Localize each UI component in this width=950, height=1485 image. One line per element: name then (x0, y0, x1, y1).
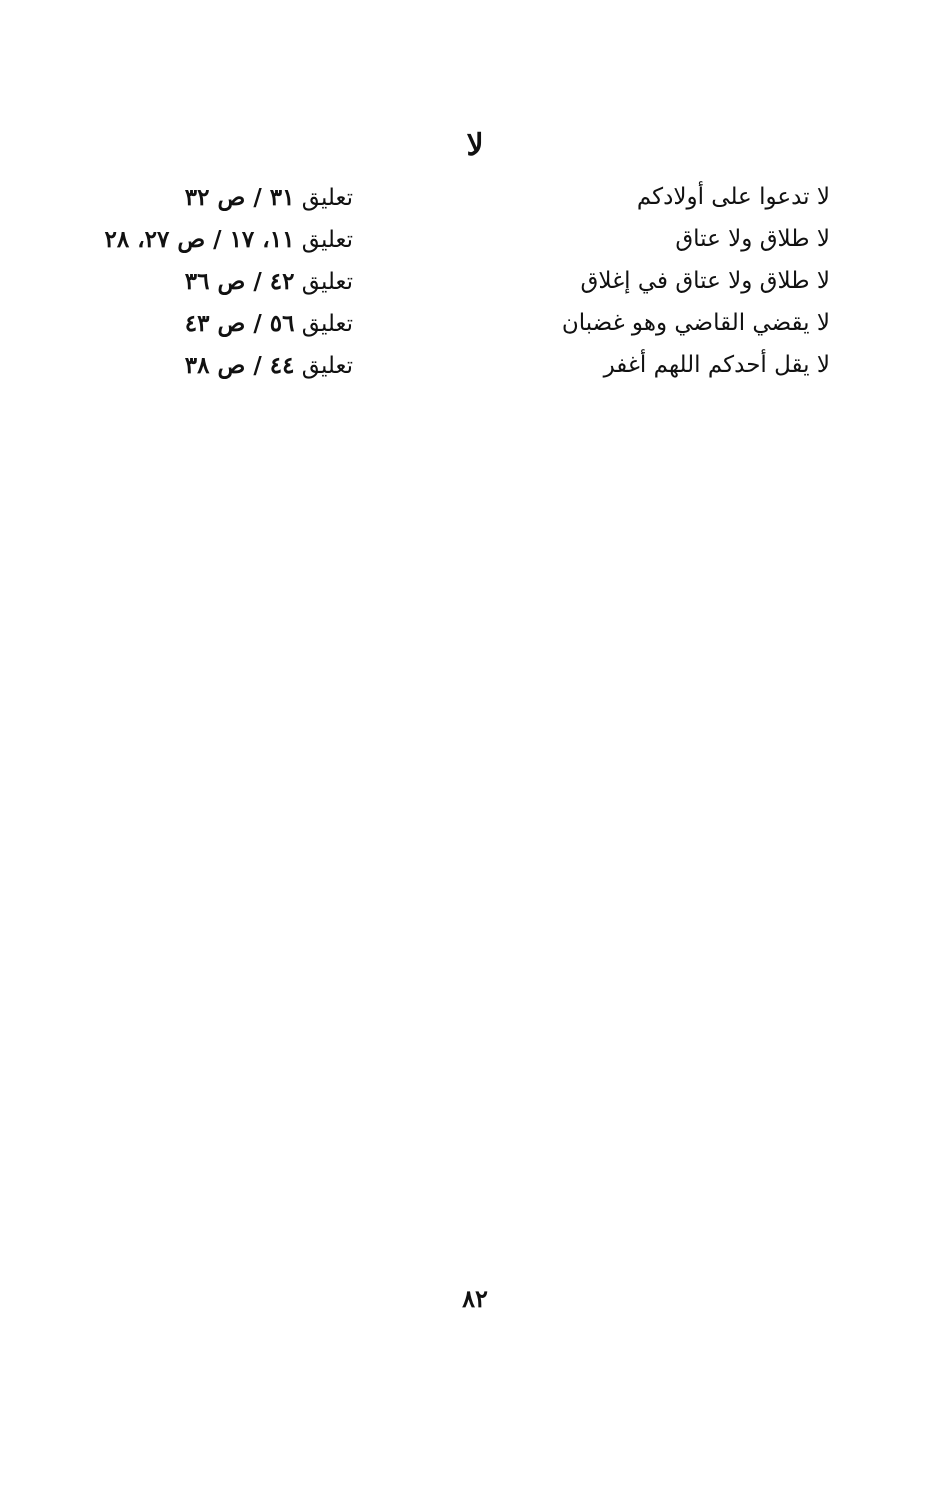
reference-label: تعليق (301, 311, 353, 337)
entry-reference (104, 226, 353, 253)
index-entry (0, 310, 950, 352)
index-entry (0, 268, 950, 310)
page-number: ٨٢ (462, 1284, 488, 1313)
reference-label: تعليق (301, 185, 353, 211)
reference-numbers: ١١، ١٧ / ص ٢٧، ٢٨ (104, 226, 295, 253)
entry-reference (185, 310, 353, 337)
entry-text: لا طلاق ولا عتاق (675, 226, 830, 252)
reference-label: تعليق (301, 269, 353, 295)
reference-numbers: ٥٦ / ص ٤٣ (184, 310, 295, 337)
reference-numbers: ٤٢ / ص ٣٦ (184, 268, 295, 295)
section-heading: لا (466, 128, 484, 163)
entry-reference (185, 184, 353, 211)
index-entry (0, 226, 950, 268)
reference-label: تعليق (301, 227, 353, 253)
entry-reference (185, 268, 353, 295)
entry-text: لا يقل أحدكم اللهم أغفر (603, 352, 830, 378)
reference-numbers: ٤٤ / ص ٣٨ (184, 352, 295, 379)
entry-text: لا يقضي القاضي وهو غضبان (561, 310, 830, 336)
index-entry (0, 352, 950, 394)
index-entry (0, 184, 950, 226)
reference-label: تعليق (301, 353, 353, 379)
reference-numbers: ٣١ / ص ٣٢ (184, 184, 295, 211)
entry-text: لا تدعوا على أولادكم (636, 184, 830, 210)
entry-text: لا طلاق ولا عتاق في إغلاق (580, 268, 830, 294)
entry-reference (185, 352, 353, 379)
index-entries (0, 184, 950, 394)
